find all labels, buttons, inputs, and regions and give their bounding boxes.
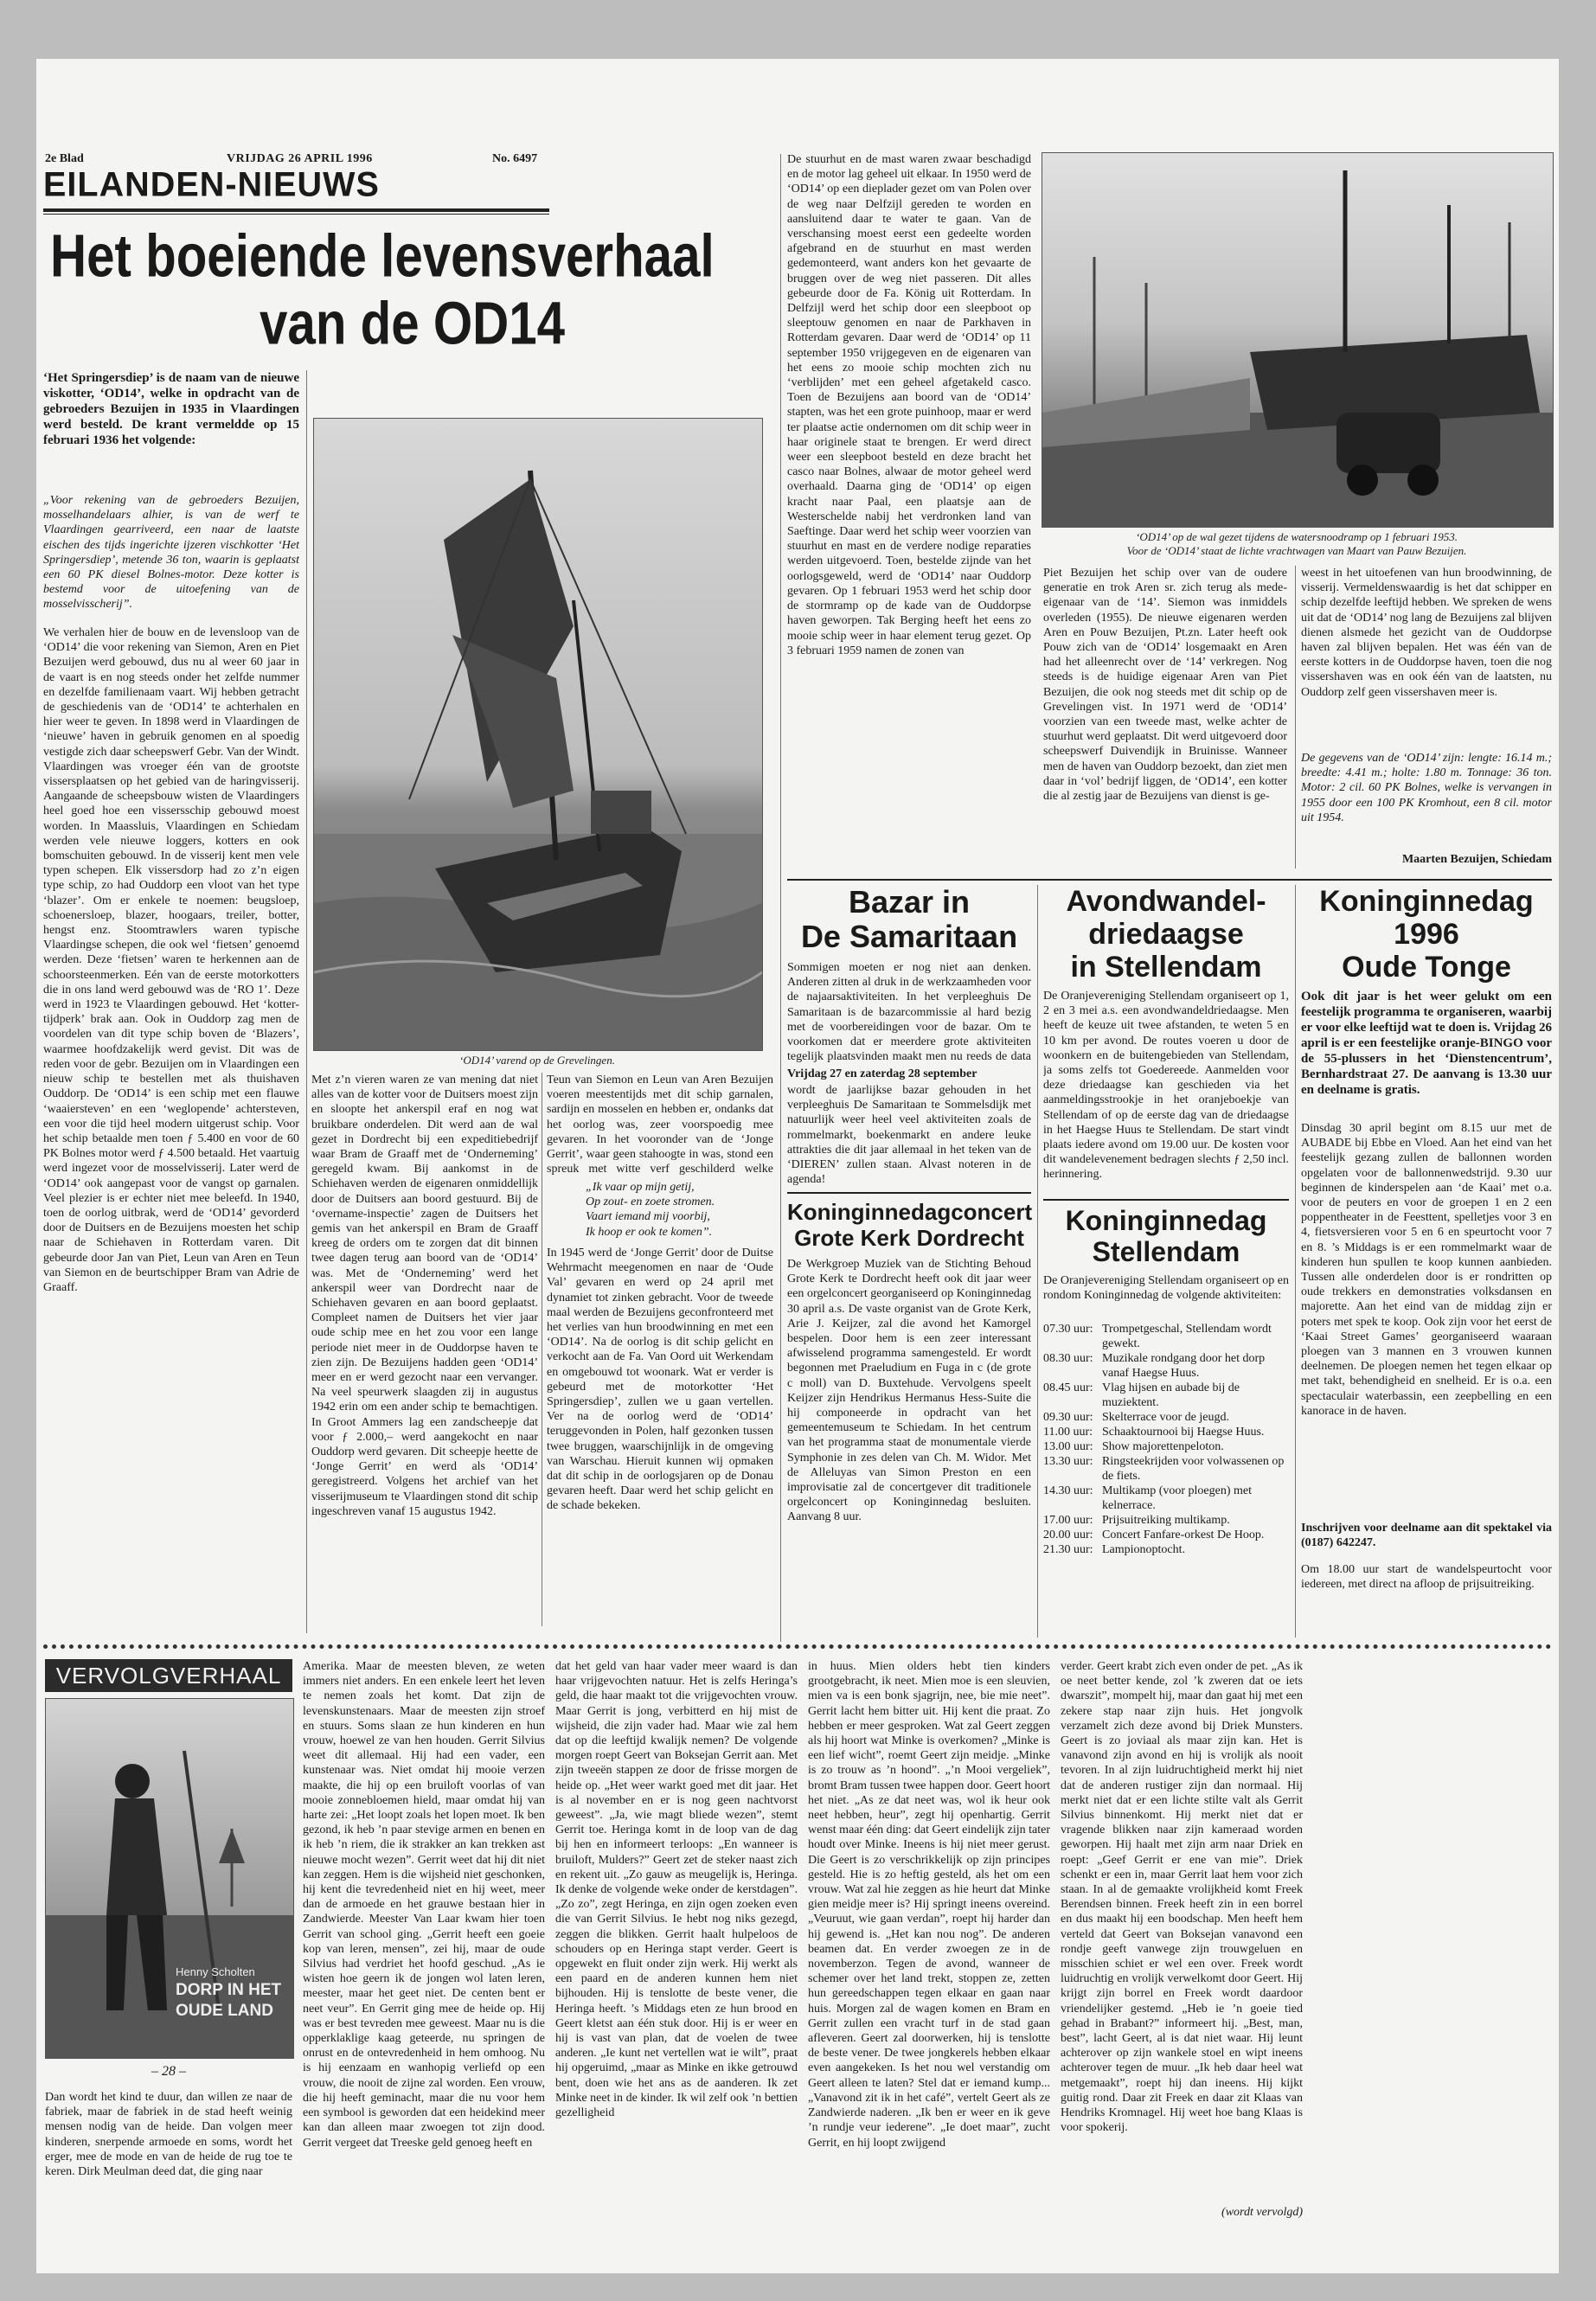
bazar-headline-1: Bazar in bbox=[848, 884, 971, 920]
concert-headline-1: Koninginnedagconcert bbox=[787, 1199, 1033, 1225]
serial-col-1: Amerika. Maar de meesten bleven, ze weten immers niet anders. En een enkele leert het leven te nemen zoals het komt. Dat zijn de levenskunstenaars. Maar de meesten zijn stroef en stuurs. Soms slaan ze hun kinderen en hun vrouw, hoewel ze van hen houden. Gerrit Silvius weet dit allemaal. Hij had een vader, een kunstenaar was. Niet omdat hij mooie verzen maakte, die hij op een bruiloft voorlas of van mooie zonnebloemen hield, maar omdat hij van harte zei: „Het loopt zoals het lopen moet. Ik ben gezond, ik heb ’n paar stevige armen en benen en ik heb ’n riem, die ik strakker an kan trekken ast nieuwe mocht wezen”. Gerrit weet dat hij dit niet kan zeggen. Hem is die wijsheid niet geschonken, hij kent die tevredenheid niet en hij weet, meer dan de armoede en het grauwe bestaan hier in Zandwierde. Meester Van Laar kwam hier toen Gerrit van school ging. „Gerrit heeft een goeie kop van leren, mensen”, zei hij, maar de oude Silvius had verdriet het hoofd geschud. „As ie wisten hoe geern ik de jongen wol laten leren, meester, maar het geet niet. De centen bent er neet veur”. En Gerrit ging mee de heide op. Hij was er best tevreden mee geweest. Maar nu is die opperklaklige kaag geteerde, nu springen de onrust en de ontevredenheid in hem omhoog. Nu is hij eenzaam en wanhopig verliefd op een vrouw, die nooit de zijne zal worden. Een vrouw, die hij heeft geminacht, maar die nu voor hem een symbool is geworden dat een heidekind meer kan dan alleen maar zwoegen tot zijn dood. Gerrit vergeet dat Treeske geld genoeg heeft en bbox=[303, 1660, 545, 2150]
program-activity: Show majorettenpeloton. bbox=[1102, 1440, 1224, 1453]
bazar-headline-2: De Samaritaan bbox=[800, 919, 1018, 954]
col-divider bbox=[1295, 885, 1296, 1638]
stellendam-program bbox=[1043, 1322, 1289, 1557]
poem-line: Op zout- en zoete stromen. bbox=[586, 1195, 715, 1209]
ship-motto-poem bbox=[586, 1180, 776, 1240]
program-row bbox=[1043, 1528, 1289, 1542]
program-time: 21.30 uur: bbox=[1043, 1543, 1093, 1556]
program-time: 13.00 uur: bbox=[1043, 1440, 1093, 1453]
serial-col-0: Dan wordt het kind te duur, dan willen ze naar de fabriek, maar de fabriek in de stad heeft weinig mensen nodig van de heide. Dan volgen meer kinderen, snerpende armoede en soms, wordt het erger, mee de mode en van de heide de rug toe te keren. Dirk Meulman deed dat, die ging naar bbox=[45, 2091, 292, 2179]
wandel-body: De Oranjevereniging Stellendam organiseert op 1, 2 en 3 mei a.s. een avondwandeldriedaagse. Men heeft de keuze uit twee afstanden, te weten 5 en 10 km per avond. De routes voeren u door de woonkern en de buitengebieden van Stellendam, ja soms zelfs tot Goedereede. Aanmelden voor deze driedaagse kan geschieden via het aanmeldingsstrookje in het oranjeboekje van Stellendam of op de eerste dag van de driedaagse in het Haegse Huus te Stellendam. De start vindt plaats iedere avond om 19.00 uur. De kosten voor dit wandelevenement bedragen slechts ƒ 2,50 incl. herinnering. bbox=[1043, 990, 1289, 1182]
serial-col-4: verder. Geert krabt zich even onder de pet. „As ik oe neet better kende, zol ’k zweren dat oe iets dwarszit”, mompelt hij, maar dan gaat hij met een zekere stap naar zijn huis. Het jongvolk verzamelt zich deze avond bij Driek Munsters. Geert is zo joviaal als maar zijn kan. Het is vanavond zijn avond en hij is vrolijk als nooit tevoren. In al zijn luidruchtigheid merkt hij niet dat de anderen rustiger zijn dan normaal. Hij merkt niet dat er een lichte stilte valt als Gerrit Silvius binnenkomt. Hij merkt niet dat er vragende blikken naar zijn kameraad worden geworpen. Hij haalt met zijn arm naar Driek en roept: „Geef Gerrit er ene van mie”. Driek schenkt er een in, maar Gerrit laat hem voor zich staan. In al de gemaakte vrolijkheid komt Freek Berendsen binnen. Freek heeft zin in een borrel en dus maakt hij een boodschap. Men heeft hem verteld dat Geert van Boksejan vanavond een rondje geeft vanwege zijn trouwgeluen en misschien schiet er wel een over. Freek wordt luidruchtig en vrolijk verwelkomt door Geert. Hij krijgt zijn borrel en Freek wordt daardoor vriendelijker gestemd. „Heb ie ’n goeie tied gehad in Brabant?” informeert hij. „Best, man, best”, lacht Geert, al is dat niet waar. Hij leunt achterover op zijn wankele stoel en wipt ineens achterover tegen de muur. „Ik heb daar heel wat metgemaakt”, roept hij dan ineens. Hij kijkt guitig rond. Daar zit Freek en daar zit Klaas van Hendriks Kromnagel. Hij weet hoe bang Klaas is voor spokerij. bbox=[1061, 1660, 1303, 2135]
concert-body: De Werkgroep Muziek van de Stichting Behoud Grote Kerk te Dordrecht heeft ook dit jaar weer een orgelconcert georganiseerd op Koninginnedag 30 april a.s. De vaste organist van de Grote Kerk, Arie J. Keijzer, zal die avond het Kamorgel bespelen. Door hem is een zeer interessant afwisselend programma samengesteld. Er wordt begonnen met Praeludium en Fuga in c (de grote c moll) van D. Buxtehude. Vervolgens speelt Keijzer zijn Hendrikus Hermanus Hess-Suite die hij componeerde in opdracht van het gemeentemuseum te Schiedam. In het centrum van het programma staat de monumentale vierde Symphonie in zes delen van Ch. M. Widor. Met de Alleluyas van Simon Preston en een improvisatie zal de concertgever dit traditionele orgelconcert op Koninginnedag besluiten. Aanvang 8 uur. bbox=[787, 1258, 1031, 1524]
tonge-body: Dinsdag 30 april begint om 8.15 uur met de AUBADE bij Ebbe en Vloed. Aan het eind van het feestelijk gezang zullen de ballonnen worden opgelaten voor de ballonnenwedstrijd. 9.30 uur beginnen de kinderspelen aan ‘de Kaai’ met o.a. voor de peuters en voor de groepen 1 en 2 een poppentheater in de Feesttent, spelletjes voor 3 en 4, fietsversieren voor 5 en 6 en speurtocht voor 7 en 8. ’s Middags is er een rommelmarkt waar de kinderen hun spullen te koop kunnen aanbieden. Tussen alle onderdelen door is er rondritten op oude trekkers en demonstraties volksdansen en majorette. Aan het eind van de middag zijn er poters met spek te koop. Ook zijn voor het eerst de ‘Kaai Street Games’ georganiseerd waaraan ploegen van 3 mannen en 3 vrouwen kunnen deelnemen. De ploegen nemen het tegen elkaar op met takt, behendigheid en snelheid. Er is o.a. een spectaculair waterbassin, een zeepbelling en een kanorace in de haven. bbox=[1301, 1122, 1552, 1418]
page-label: 2e Blad bbox=[45, 152, 84, 165]
program-activity: Ringsteekrijden voor volwassenen op de fiets. bbox=[1102, 1455, 1285, 1483]
program-row bbox=[1043, 1322, 1289, 1351]
headline-line-2: van de OD14 bbox=[260, 291, 566, 358]
program-row bbox=[1043, 1439, 1289, 1454]
program-time: 08.45 uur: bbox=[1043, 1381, 1093, 1394]
poem-line: Vaart iemand mij voorbij, bbox=[586, 1210, 710, 1224]
ship-illustration bbox=[314, 419, 762, 1050]
headline-line-1: Het boeiende levensverhaal bbox=[50, 223, 715, 291]
book-author: Henny Scholten bbox=[176, 1965, 255, 1978]
program-row bbox=[1043, 1410, 1289, 1425]
wandel-headline-1: Avondwandel- bbox=[1066, 885, 1266, 918]
program-time: 09.30 uur: bbox=[1043, 1411, 1093, 1424]
article-col-1: We verhalen hier de bouw en de levensloop van de ‘OD14’ die voor rekening van Siemon, Aren en Piet Bezuijen werd gebouwd, dus nu al weer 60 jaar in de vaart is en nog steeds onder het zelfde nummer en dezelfde familienaam vaart. Wij hebben getracht de geschiedenis van de ‘OD14’ te achterhalen en hier weer te geven. In 1898 werd in Vlaardingen de ‘nieuwe’ haven in gebruik genomen en al spoedig vestigde zich daar scheepswerf Gebr. Van der Windt. Vlaardingen was vroeger één van de grootste vissersplaatsen op het gebied van de haringvisserij. Aangaande de scheepsbouw wisten de Vlaardingers heel goed hoe een vissersschip gebouwd moest worden. In Maassluis, Vlaardingen en Schiedam werden vele nieuwe loggers, kotters en ook bomschuiten gebouwd. In de visserij kent men vele typen schepen. Elk vissersdorp had zo z’n eigen type schip, zo had Ouddorp een vloot van het type ‘blazer’. Om er enkele te noemen: beugsloep, schoenersloep, blazer, hoogaars, treiler, botter, hengst enz. Stoomtrawlers waren typische Vlaardingse schepen, die ook wel ‘fietsen’ genoemd werden. Deze ‘fietsen’ waren te herkennen aan de schoorsteenmerken. Eén van de eerste motorkotters die in ons land werd gebouwd was de ‘RO 1’. Deze werd in 1923 te Vlaardingen gebouwd. Het ‘kotter-tijdperk’ brak aan. Ook in Ouddorp zag men de voordelen van dit type schip boven de ‘Blazers’, waarmee hoofdzakelijk werd gevist. Dit was de reden voor de gebr. Bezuijen om in Vlaardingen een nieuw schip te bestellen met als thuishaven Ouddorp. De ‘OD14’ is een schip met een flauwe ‘waaiersteven’ en een ‘weglopende’ achtersteven, een voor die tijd heel modern uitgerust schip. Voor het schip betaalde men toen ƒ 5.400 en voor de 60 PK Bolnes motor werd ƒ 4.500 betaald. Het vaartuig werd ingezet voor de mosselvisserij. Later werd de ‘OD14’ ook aangepast voor de vangst op garnalen. Veel plezier is er echter niet mee beleefd. In 1940, toen de oorlog uitbrak, werd de ‘OD14’ gevorderd door de Duitsers en de Bezuijens moesten het schip naar de Schiehaven in Rotterdam varen. Dit gebeurde door Jan van Piet, Leun van Aren en Teun van Siemon en de beurtschipper Bram van Adrie de Graaff. bbox=[43, 626, 299, 1294]
masthead-rule bbox=[43, 208, 549, 212]
masthead-thin-rule bbox=[43, 214, 549, 215]
program-activity: Lampionoptocht. bbox=[1102, 1543, 1186, 1556]
program-row bbox=[1043, 1381, 1289, 1410]
bazar-dates: Vrijdag 27 en zaterdag 28 september bbox=[787, 1067, 977, 1080]
serial-label: VERVOLGVERHAAL bbox=[45, 1659, 292, 1692]
serial-dotted-separator bbox=[43, 1644, 1552, 1649]
article-intro: ‘Het Springersdiep’ is de naam van de nieuwe viskotter, ‘OD14’, welke in opdracht van de gebroeders Bezuijen in 1935 in Vlaardingen werd besteld. De krant vermeldde op 15 februari 1936 het volgende: bbox=[43, 371, 299, 447]
newspaper-title: EILANDEN-NIEUWS bbox=[43, 166, 380, 205]
wandel-headline-2: driedaagse bbox=[1088, 918, 1244, 951]
concert-headline-2: Grote Kerk Dordrecht bbox=[794, 1225, 1024, 1251]
tonge-signup: Inschrijven voor deelname aan dit spektakel via (0187) 642247. bbox=[1301, 1522, 1552, 1550]
program-activity: Prijsuitreiking multikamp. bbox=[1102, 1514, 1230, 1527]
poem-line: Ik hoop er ook te komen”. bbox=[586, 1225, 713, 1239]
tonge-headline-1: Koninginnedag bbox=[1319, 885, 1534, 918]
article-col-2: Met z’n vieren waren ze van mening dat niet alles van de kotter voor de Duitsers moest zijn en sloopte het ankerspil eraf en nog wat bruikbare onderdelen. Dit werd aan de wal gezet in Dordrecht bij een expeditiebedrijf waar Bram de Graaff met de ‘Onderneming’ geregeld kwam. Bij aankomst in de Schiehaven werden de eigenaren onmiddellijk door de Duitsers aan boord gestuurd. Bij de ‘overname-inspectie’ zagen de Duitsers het gemis van het ankerspil en Bram de Graaff kreeg de orders om te zorgen dat dit binnen twee dagen terug aan boord van de ‘OD14’ was. Met de ‘Onderneming’ werd het ankerspil weer van Dordrecht naar de Schiehaven gevaren en aan boord geplaatst. Compleet namen de Duitsers het vier jaar oude schip mee en het zou voor een lange periode niet meer in de Ouddorpse haven te zien zijn. De Bezuijens hadden geen ‘OD14’ meer en er werd gezocht naar een vervanger. Na veel speurwerk slaagden zij in augustus 1942 erin om een ander schip te bemachtigen. In Groot Ammers lag een zandscheepje dat voor ƒ 2.000,– werd aangekocht en naar Ouddorp werd gevaren. Dit scheepje heette de ‘Jonge Gerrit’ en werd als ‘OD14’ geregistreerd. Volgens het archief van het visserijmuseum te Vlaardingen stond dit schip ingeschreven vanaf 15 augustus 1942. bbox=[311, 1074, 538, 1518]
quay-illustration bbox=[1042, 153, 1553, 527]
article-col-6: weest in het uitoefenen van hun broodwinning, de visserij. Vermeldenswaardig is het dat schipper en schip dezelfde leeftijd hebben. We spreken de wens uit dat de ‘OD14’ nog lang de Bezuijens zal blijven dienen alsmede het gezicht van de Ouddorpse haven zal blijven bepalen. Het was één van de eerste kotters in de Ouddorpse haven, toen die nog vissershaven was en ook één van de laatsten, nu Ouddorp zelf geen vissershaven meer is. bbox=[1301, 567, 1552, 699]
col-divider bbox=[306, 370, 307, 1633]
photo2-caption-2: Voor de ‘OD14’ staat de lichte vrachtwagen van Maart van Pauw Bezuijen. bbox=[1126, 544, 1467, 557]
program-row bbox=[1043, 1351, 1289, 1381]
serial-episode: – 28 – bbox=[151, 2064, 186, 2079]
bazar-body: Sommigen moeten er nog niet aan denken. Anderen zitten al druk in de werkzaamheden voor de najaarsaktiviteiten. In het verpleeghuis De Samaritaan is de bazarcommissie al hard bezig met de voorbereidingen voor de bazar. Om te voorkomen dat er meerdere grote aktiviteiten tegelijk plaatsvinden maakt men nu reeds de data bbox=[787, 961, 1031, 1064]
tonge-headline-2: 1996 bbox=[1394, 918, 1459, 951]
program-time: 11.00 uur: bbox=[1043, 1426, 1093, 1439]
issue-date: VRIJDAG 26 APRIL 1996 bbox=[227, 152, 373, 165]
program-time: 13.30 uur: bbox=[1043, 1455, 1093, 1468]
serial-col-2: dat het geld van haar vader meer waard is dan haar vrijgevochten natuur. Het is zelfs Heringa’s geld, die haar maakt tot die vrijgevochten vrouw. Maar Gerrit is jong, verbitterd en hij mist de wijsheid, die zijn vader had. Maar wie zal hem dat op die leeftijd kwalijk nemen? De volgende morgen roept Geert van Boksejan Gerrit aan. Met zijn tweeën stappen ze door de frisse morgen de heide op. „Het weer warkt goed met dit jaar. Het is al november en er is nog geen nachtvorst geweest”. „Ja, wie magt bliede wezen”, stemt Gerrit toe. Heringa komt in de loop van de dag bij hen en informeert terloops: „En wanneer is bruiloft, Mulders?” Geert zet de steker naast zich en rekent uit. „Zo gauw as meugelijk is, Heringa. Ik denke de volgende weke onder de kerstdagen”. „Zo zo”, zegt Heringa, en zijn ogen zoeken even die van Gerrit Silvius. Ie hebt nog niks gezegd, zeggen die blikken. Gerrit haalt hulpeloos de schouders op en Heringa stapt verder. Geert is opgewekt en fluit onder zijn werk. Hij werkt als een paard en de anderen kunnen hem niet bijhouden. Hij is tenslotte de beste vener, die Heringa heeft. ’s Middags eten ze hun brood en Geert kletst aan één stuk door. Hij is er weer en hij is vast van plan, dat de voelen de twee anderen. „Ie kunt net vertellen wat ie wilt”, praat hij opgeruimd, „maar as Minke en ikke getrouwd bent, doen wie het ans as de aanderen. Ik zet Minke neet in de kinder. Ik wil zelf ook ’n bettien gezelligheid bbox=[555, 1660, 798, 2120]
program-activity: Multikamp (voor ploegen) met kelnerrace. bbox=[1102, 1484, 1253, 1512]
stellendam-headline-2: Stellendam bbox=[1092, 1236, 1240, 1267]
col-divider bbox=[1295, 566, 1296, 868]
article-col-5: Piet Bezuijen het schip over van de oudere generatie en trok Aren sr. zich terug als mede-eigenaar van de ‘14’. Siemon was inmiddels overleden (1955). De nieuwe eigenaren werden Aren en Pouw Bezuijen, Pt.zn. Later heeft ook Pouw zich van de ‘OD14’ losgemaakt en Aren had het alleenrecht over de ‘14’ verkregen. Nog steeds is de huidige eigenaar Aren van Piet Bezuijen, die ook nog steeds met dit schip op de Grevelingen vist. In 1971 werd de ‘OD14’ voorzien van een tweede mast, welke achter de stuurhut werd geplaatst. Dit werd uitgevoerd door scheepswerf Duivendijk in Bruinisse. Wanneer men de haven van Ouddorp bezoekt, dan ziet men daar in ‘vol’ bedrijf liggen, de ‘OD14’, een kotter die al zestig jaar de Bezuijens van dienst is ge- bbox=[1043, 567, 1287, 804]
article-col-3b: In 1945 werd de ‘Jonge Gerrit’ door de Duitse Wehrmacht meegenomen en naar de ‘Oude Val’ gevaren en werd op 24 april met dynamiet tot zinken gebracht. Voor de tweede maal werden de Bezuijens geconfronteerd met het verlies van hun broodwinning en met een ‘OD14’. Na de oorlog is dit schip gelicht en verkocht aan de Fa. Van Oord uit Werkendam en omgebouwd tot woonark. Wat er verder is gebeurd met de motorkotter ‘Het Springersdiep’, zullen we u gaan vertellen. Ver na de oorlog werd de ‘OD14’ teruggevonden in Polen, half gezonken tussen twee bruggen, waarschijnlijk in de omgeving van Warschau. Hieruit kunnen wij opmaken dat dit schip in de oorlogsjaren op de Donau gevaren heeft. Daar werd het schip gelicht en de schade bekeken. bbox=[547, 1247, 773, 1513]
stellendam-intro: De Oranjevereniging Stellendam organiseert op en rondom Koninginnedag de volgende aktiviteiten: bbox=[1043, 1274, 1289, 1303]
article-author: Maarten Bezuijen, Schiedam bbox=[1401, 853, 1552, 866]
stellendam-headline-1: Koninginnedag bbox=[1065, 1205, 1267, 1236]
bazar-body-2: wordt de jaarlijkse bazar gehouden in het verpleeghuis De Samaritaan te Sommelsdijk met natuurlijk weer heel veel aktiviteiten zoals de rommelmarkt, boekenmarkt en andere leuke attrakties die dit jaar allemaal in het teken van de ‘DIEREN’ zullen staan. Alvast noteren in de agenda! bbox=[787, 1084, 1031, 1185]
program-row bbox=[1043, 1484, 1289, 1513]
ship-photo-caption: ‘OD14’ varend op de Grevelingen. bbox=[459, 1054, 615, 1067]
program-activity: Muzikale rondgang door het dorp vanaf Haegse Huus. bbox=[1102, 1352, 1266, 1380]
ship-on-quay-photo bbox=[1042, 152, 1554, 528]
col-divider bbox=[1037, 885, 1038, 1638]
program-row bbox=[1043, 1454, 1289, 1484]
od14-specs: De gegevens van de ‘OD14’ zijn: lengte: 16.14 m.; breedte: 4.41 m.; holte: 1.80 m. Tonnage: 36 ton. Motor: 2 cil. 60 PK Bolnes, welke is vervangen in 1955 door een 100 PK Kromhout, een 8 cil. motor uit 1954. bbox=[1301, 752, 1552, 824]
newspaper-page bbox=[36, 59, 1559, 2273]
program-row bbox=[1043, 1542, 1289, 1557]
serial-book-cover bbox=[45, 1698, 294, 2059]
program-activity: Vlag hijsen en aubade bij de muziektent. bbox=[1102, 1381, 1240, 1409]
article-col-3a: Teun van Siemon en Leun van Aren Bezuijen voeren meestentijds met dit schip garnalen, sardijn en mosselen en hebben er, ondanks dat het oorlog was, zeer voorspoedig mee gevaren. In het vooronder van de ‘Jonge Gerrit’, waar geen stahoogte in was, stond een spreuk met witte verf geschilderd welke bbox=[547, 1074, 773, 1176]
ship-photo-od14 bbox=[313, 418, 763, 1051]
program-row bbox=[1043, 1425, 1289, 1439]
issue-number: No. 6497 bbox=[492, 152, 538, 165]
serial-to-be-continued: (wordt vervolgd) bbox=[1221, 2206, 1303, 2219]
book-title-2: OUDE LAND bbox=[176, 2002, 273, 2020]
book-title-1: DORP IN HET bbox=[176, 1981, 282, 1999]
program-time: 20.00 uur: bbox=[1043, 1529, 1093, 1541]
program-activity: Trompetgeschal, Stellendam wordt gewekt. bbox=[1102, 1323, 1272, 1350]
section-divider bbox=[787, 1192, 1031, 1194]
section-divider bbox=[1043, 1199, 1289, 1201]
tonge-intro: Ook dit jaar is het weer gelukt om een feestelijk programma te organiseren, waarbij er voor elke leeftijd wat te doen is. Vrijdag 26 april is er een feestelijke oranje-BINGO voor de 55-plussers in het ‘Dienstencentrum’, Bernhardstraat 27. De aanvang is 13.30 uur en deelname is gratis. bbox=[1301, 990, 1552, 1097]
photo2-caption-1: ‘OD14’ op de wal gezet tijdens de watersnoodramp op 1 februari 1953. bbox=[1136, 530, 1458, 543]
article-col-4: De stuurhut en de mast waren zwaar beschadigd en de motor lag geheel uit elkaar. In 1950 werd de ‘OD14’ op een dieplader gezet om van Polen over de weg naar Delfzijl gereden te worden en aansluitend daar te water te gaan. Van de verschansing moest eerst een gedeelte worden afgebrand en de stuurhut en mast werden gedemonteerd, want anders kon het gevaarte de bruggen over de weg niet passeren. Dit alles gebeurde door de Fa. König uit Rotterdam. In Delfzijl werd het schip door een sleepboot op sleeptouw genomen en naar de Parkhaven in Rotterdam gevaren. Daar werd de ‘OD14’ op 11 september 1950 vrijgegeven en de eigenaren van het eens zo mooie schip mochten zich nu ‘verblijden’ met een geheel afgetakeld casco. Toen de Bezuijens aan boord van de ‘OD14’ stapten, was het een grote puinhoop, maar er werd ter plaatse actie ondernomen om dit schip weer in haar originele staat te brengen. Er werd direct weer een sleepboot besteld en deze bracht het casco naar Bolnes, alwaar de motor geheel werd overhaald. Daarna ging de ‘OD14’ op eigen kracht naar Paal, een plaatsje aan de Westerschelde nabij het verdronken land van Saeftinge. Daar werd het schip weer voorzien van stuurhut en mast en de verdere nodige reparaties werden uitgevoerd. Toen, bestelde zijnde van het oorlogsgeweld, werd de ‘OD14’ naar Ouddorp gevaren. Op 1 februari 1953 werd het schip door de stormramp op de kade van de Ouddorpse haven geworpen. Tak Berging heeft het eens zo mooie schip weer in haar element terug gezet. Op 3 februari 1959 namen de zonen van bbox=[787, 153, 1031, 657]
program-time: 07.30 uur: bbox=[1043, 1323, 1093, 1336]
program-time: 17.00 uur: bbox=[1043, 1514, 1093, 1527]
section-divider bbox=[787, 879, 1552, 881]
tonge-headline-3: Oude Tonge bbox=[1342, 951, 1511, 984]
article-quote: „Voor rekening van de gebroeders Bezuijen, mosselhandelaars alhier, is van de werf te Vlaardingen gearriveerd, een naar de laatste eischen des tijds ingerichte ijzeren vischkotter ‘Het Springersdiep’, metende 36 ton, waarin is geplaatst een 60 PK diesel Bolnes-motor. Deze kotter is bestemd voor de uitoefening van de mosselvisscherij”. bbox=[43, 494, 299, 612]
poem-line: „Ik vaar op mijn getij, bbox=[586, 1181, 695, 1194]
program-time: 08.30 uur: bbox=[1043, 1352, 1093, 1365]
program-activity: Concert Fanfare-orkest De Hoop. bbox=[1102, 1529, 1265, 1541]
tonge-body-2: Om 18.00 uur start de wandelspeurtocht voor iedereen, met direct na afloop de prijsuitreiking. bbox=[1301, 1563, 1552, 1592]
col-divider bbox=[780, 154, 781, 1642]
program-time: 14.30 uur: bbox=[1043, 1484, 1093, 1497]
program-row bbox=[1043, 1513, 1289, 1528]
program-activity: Schaaktournooi bij Haegse Huus. bbox=[1102, 1426, 1265, 1439]
program-activity: Skelterrace voor de jeugd. bbox=[1102, 1411, 1229, 1424]
wandel-headline-3: in Stellendam bbox=[1070, 951, 1262, 984]
serial-col-3: in huus. Mien olders hebt tien kinders grootgebracht, ik neet. Mien moe is een sleuvien, mien va is een bonk sjagrijn, nee, bie mie neet”. Gerrit lacht hem bitter uit. Hij kent die praat. Zo hebben er meer gesproken. Wat zal Geert zeggen als hij hoort wat Minke is overkomen? „Minke is een lief wicht”, roemt Geert zijn meidje. „Minke is zo trouw as ’n hoond”. „’n Mooi vergeliek”, bromt Bram tussen twee happen door. Geert hoort het niet. „As ze dat neet was, wol ik heur ook neet hebben, heur”, zegt hij openhartig. Gerrit wenst maar één ding: dat Geert eindelijk zijn tater houdt over Minke. Ineens is hij niet meer gerust. Die Geert is zo verschrikkelijk op zijn principes gesteld. Hie is zo heftig gesteld, als het om een vrouw. Wat zal hie zeggen as hie heurt dat Minke gien meidje meer is? Hij springt ineens overeind. „Veuruut, wie gaan verdan”, roept hij harder dan hij gewend is. „Het kan nou nog”. De anderen beamen dat. En verder zwoegen ze in de novemberzon. Tegen de avond, wanneer de schemer over het land trekt, stoppen ze, zetten hun gereedschappen tegen elkaar en gaan naar huis. Morgen zal de wagen komen en Bram en Gerrit zullen een vracht turf in de stad gaan afleveren. Geert zal doorwerken, hij is tenslotte de beste vener. De twee jongkerels hebben elkaar even aangekeken. Is het nou wel verstandig om Geert alleen te laten? Stel dat er iemand kump... „Vanavond zit ik in het café”, vertelt Geert als ze Zandwierde naderen. „Ik ben er weer en ik geve ’n rundje veur iederene”. „Ie doet maar”, zucht Gerrit, en hij loopt zwijgend bbox=[808, 1660, 1050, 2150]
